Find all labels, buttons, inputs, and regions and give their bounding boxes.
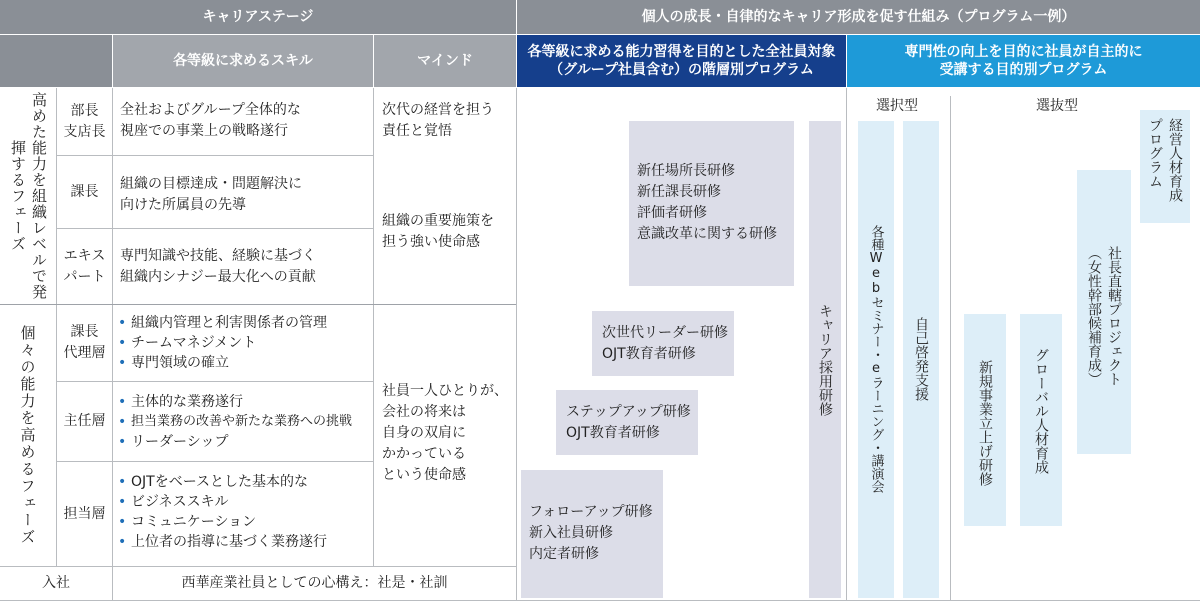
programs-header [517,0,1200,34]
hierarchical-header-line2: （グループ社員含む）の階層別プログラム [549,62,814,78]
program-item: 評価者研修 [637,205,707,221]
career-stage-header [0,0,516,34]
program-stepup-box [556,390,698,455]
sentaku-text: 選択型 [876,98,918,114]
program-item: 意識改革に関する研修 [637,226,777,242]
mind-column-label: マインド [417,53,473,69]
mind-lower [382,381,514,486]
skill-item: • 主体的な業務遂行 [118,392,372,412]
purpose-header-line2: 受講する目的別プログラム [939,62,1108,78]
program-global-box [1020,314,1062,526]
program-item: 次世代リーダー研修 [602,325,728,341]
program-career-hire-box [809,121,841,598]
level-tanto [57,462,112,566]
purpose-program-header [847,35,1200,87]
program-new-biz-label: 新規事業立上げ研修 [977,360,993,486]
skills-column-label: 各等級に求めるスキル [173,53,313,69]
senbatsu-text: 選抜型 [1036,98,1078,114]
skill-nyusha-text: 西華産業社員としての心構え：社是・社訓 [181,575,448,591]
skill-item: • OJTをベースとした基本的な [118,472,372,492]
level-expert-line2: パート [63,268,106,285]
skill-item-cont [118,492,372,512]
programs-title: 個人の成長・自律的なキャリア形成を促す仕組み（プログラム一例） [641,9,1076,25]
phase-upper-label: 高めた能力を組織レベルで発揮するフェーズ [9,92,48,300]
mind-bucho-line1: 次代の経営を担う [382,102,494,118]
mind-mid [382,211,514,253]
skills-column-header [113,35,373,87]
program-global-label: グローバル人材育成 [1033,348,1049,474]
level-bucho-line1: 部長 [70,102,99,119]
level-nyusha-label: 入社 [42,575,70,591]
hierarchical-header-line1: 各等級に求める能力習得を目的とした全社員対象 [527,44,836,60]
skill-item: • 組織内管理と利害関係者の管理 [118,313,372,333]
mind-bucho-line2: 責任と覚悟 [382,123,452,139]
skill-item: • チームマネジメント [118,333,372,353]
mind-column-header [374,35,516,87]
program-item: 新入社員研修 [529,525,613,541]
mind-lower-line: という使命感 [382,467,466,483]
grid-line [516,88,517,601]
phase-upper [0,88,56,304]
skill-kacho [120,174,370,216]
mind-mid-line1: 組織の重要施策を [382,213,494,229]
program-new-biz-box [964,314,1006,526]
skill-bucho-line1: 全社およびグループ全体的な [120,102,301,118]
program-mgmt-box [629,121,794,286]
skill-kacho-line1: 組織の目標達成・問題解決に [120,176,302,192]
skill-shunin [118,392,372,452]
skill-expert-line1: 専門知識や技能、経験に基づく [120,248,316,264]
level-kacho-dairi-line1: 課長 [70,324,99,340]
mind-lower-line: 会社の将来は [382,404,466,420]
program-president-line1: 社長直轄プロジェクト [1106,246,1122,386]
program-president-line2: （女性幹部候補育成） [1086,246,1102,386]
level-kacho-dairi-line2: 代理層 [63,345,106,361]
level-kacho [57,156,112,228]
program-career-hire-label: キャリア採用研修 [817,303,833,416]
grid-line [373,88,374,566]
program-self-box [903,121,939,598]
grid-line [846,88,847,601]
program-followup-box [521,470,663,598]
grid-line [950,96,951,601]
skill-kacho-dairi [118,313,372,373]
skill-item: • 担当業務の改善や新たな業務への挑戦 [118,412,372,432]
skill-item-cont-text: ビジネススキル [131,494,229,510]
program-item: OJT教育者研修 [566,425,660,441]
program-item: 新任課長研修 [637,184,721,200]
skill-kacho-line2: 向けた所属員の先導 [120,197,246,213]
level-kacho-label: 課長 [70,183,99,200]
program-web-box [858,121,894,598]
skill-bucho [120,100,370,142]
skill-tanto [118,472,372,552]
level-expert [57,229,112,304]
mind-lower-line: かかっている [382,446,466,462]
career-stage-label: キャリアステージ [202,9,314,25]
mind-bucho [382,100,514,142]
program-exec-line2: プログラム [1147,118,1163,188]
skill-expert-line2: 組織内シナジー最大化への貢献 [120,269,316,285]
program-next-leader-box [592,311,734,376]
grid-line [112,88,113,601]
program-web-label: 各種Webセミナー・eラーニング・講演会 [868,225,884,493]
program-item: 新任場所長研修 [637,163,735,179]
phase-lower [0,305,56,566]
level-shunin [57,382,112,461]
level-kacho-dairi [57,305,112,381]
skill-item: • コミュニケーション [118,512,372,532]
header-blank [0,35,112,87]
skill-nyusha [113,567,516,600]
phase-lower-label: 個々の能力を高めるフェーズ [18,325,37,546]
skill-expert [120,246,370,288]
level-expert-line1: エキス [63,247,106,264]
purpose-header-line1: 専門性の向上を目的に社員が自主的に [904,44,1143,60]
level-tanto-label: 担当層 [63,505,106,522]
program-item: ステップアップ研修 [566,404,691,420]
program-item: フォローアップ研修 [529,504,653,520]
skill-item: • 上位者の指導に基づく業務遂行 [118,532,372,552]
skill-item: • リーダーシップ [118,432,372,452]
program-self-label: 自己啓発支援 [913,317,929,401]
mind-lower-line: 自身の双肩に [382,425,466,441]
sentaku-label [876,96,918,117]
skill-bucho-line2: 視座での事業上の戦略遂行 [120,123,288,139]
program-item: 内定者研修 [529,546,599,562]
level-bucho-line2: 支店長 [63,123,106,140]
program-exec-line1: 経営人材育成 [1167,118,1183,202]
mind-lower-line: 社員一人ひとりが、 [382,383,508,399]
skill-item: • 専門領域の確立 [118,353,372,373]
mind-mid-line2: 担う強い使命感 [382,234,480,250]
hierarchical-program-header [517,35,846,87]
level-nyusha [0,567,112,600]
level-shunin-label: 主任層 [63,413,106,429]
level-bucho [57,88,112,155]
senbatsu-label [1036,96,1078,117]
program-president-box [1077,170,1131,454]
program-exec-box [1140,110,1190,223]
program-item: OJT教育者研修 [602,346,696,362]
